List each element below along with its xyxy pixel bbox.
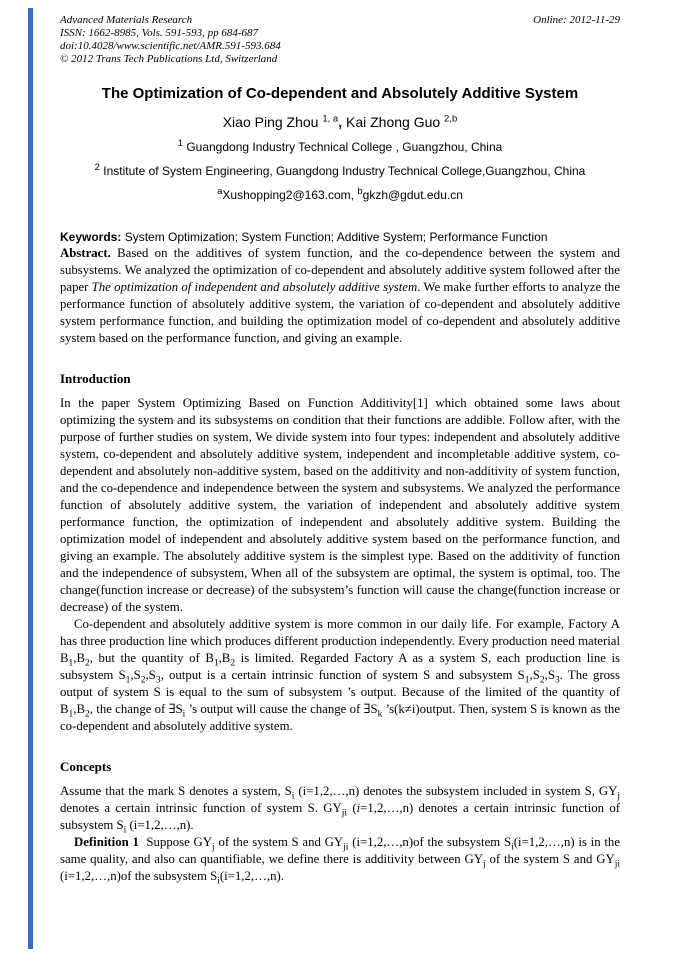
intro-paragraph-2: Co-dependent and absolutely additive system is more common in our daily life. For example, Factory A has three production line which produces different production independently. Every production need material $B_1,B_2$, but the quantity of $B_1,B_2$ is limited. Regarded Factory A as a system S, each production line is subsystem $S_1,S_2,S_3$, output is a certain intrinsic function of system S and subsystem $S_1,S_2,S_3$. The gross output of system S is equal to the sum of subsystem ’s output. Because of the limited of the quantity of $B_1,B_2$, the change of $\exists S_i$ ’s output will cause the change of $\exists S_k$ ’s(k≠i)output. Then, system S is known as the co-dependent and absolutely additive system.	[60, 617, 621, 733]
keywords-line: Keywords: System Optimization; System Function; Additive System; Performance Function	[60, 230, 548, 244]
authors-line: Xiao Ping Zhou $^{1, a}$, Kai Zhong Guo $^{2,b}$	[222, 113, 458, 130]
section-heading-concepts: Concepts	[60, 759, 112, 774]
concepts-paragraph: Assume that the mark S denotes a system, $S_i$ (i=1,2,…,n) denotes the subsystem included in system S, $GY_j$ denotes a certain intrinsic function of system S. $GY_{ji}$ (i=1,2,…,n) denotes a certain intrinsic function of subsystem $S_i$ (i=1,2,…,n).	[60, 784, 620, 836]
issn-line: ISSN: 1662-8985, Vols. 591-593, pp 684-687	[60, 27, 258, 39]
intro-paragraph-1: In the paper System Optimizing Based on Function Additivity[1] which obtained some laws about optimizing the system and its subsystems on condition that their functions are addible. Follow after, with the purpose of further studies on system, We divide system into four types: independent and absolutely additive system, co-dependent and absolutely additive system, independent and incompletable additive system, co-dependent and absolutely non-additive system, based on the additivity and non-additivity of system function, and the co-dependence and independence between the system and subsystems. We analyzed the performance function of absolutely additive system, the variation of independent and absolutely additive system performance function, the optimization of independent and absolutely additive system. Building the optimization model of independent and absolutely additive system based on the performance function, and giving an example. The absolutely additive system is the simplest type. Based on the additivity of function and the independence of subsystem, When all of the subsystem are optimal, the system is optimal, too. The change(function increase or decrease) of the subsystem’s function will cause the change(function increase or decrease) of the system.	[60, 396, 620, 614]
publication-header	[60, 14, 620, 66]
journal-name: Advanced Materials Research	[60, 14, 193, 26]
left-margin-bar	[28, 8, 33, 949]
paper-title: The Optimization of Co-dependent and Absolutely Additive System	[101, 85, 579, 102]
emails-line: $^a$Xushopping2@163.com, $^b$gkzh@gdut.edu.cn	[217, 186, 463, 202]
online-date: Online: 2012-11-29	[533, 14, 620, 26]
affiliation-2: $^2$ Institute of System Engineering, Guangdong Industry Technical College,Guangzhou, China	[94, 162, 586, 178]
abstract-paragraph: Abstract. Based on the additives of system function, and the co-dependence between the system and subsystems. We analyzed the optimization of co-dependent and absolutely additive system followed after the paper The optimization of independent and absolutely additive system. We make further efforts to analyze the performance function of absolutely additive system, the variation of co-dependent and absolutely additive system performance function, and building the optimization model of co-dependent and absolutely additive system based on the performance function, and giving an example.	[60, 246, 620, 345]
definition-paragraph: Definition 1 Suppose $GY_j$ of the system S and $GY_{ji}$ (i=1,2,…,n)of the subsystem $S_i(i=1,2,\dots,n)$ is in the same quality, and also can quantifiable, we define there is additivity between $GY_j$ of the system S and $GY_{ji}$ (i=1,2,…,n)of the subsystem $S_i(i=1,2,\dots,n)$.	[60, 835, 621, 887]
doi-line: doi:10.4028/www.scientific.net/AMR.591-593.684	[60, 40, 281, 52]
copyright-line: © 2012 Trans Tech Publications Ltd, Switzerland	[60, 53, 278, 65]
affiliation-1: $^1$ Guangdong Industry Technical College , Guangzhou, China	[177, 138, 503, 154]
paper-content	[60, 14, 620, 885]
section-heading-introduction: Introduction	[60, 371, 131, 386]
